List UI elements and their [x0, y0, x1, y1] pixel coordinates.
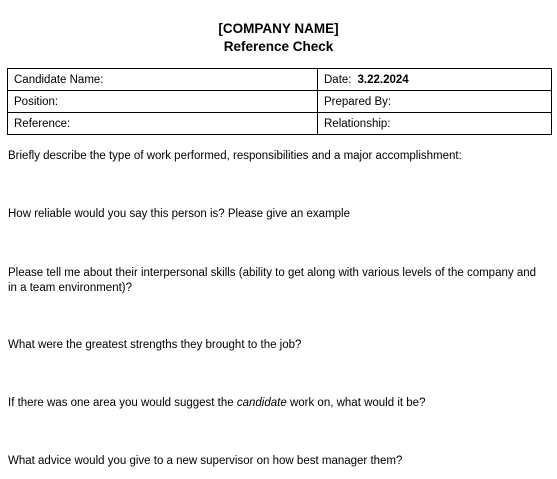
question-work-performed: Briefly describe the type of work performed, responsibilities and a major accomplishment:: [8, 150, 462, 162]
question-supervisor-advice: What advice would you give to a new supervisor on how best manager them?: [8, 455, 403, 467]
document-title: Reference Check: [223, 39, 334, 54]
relationship-label: Relationship:: [324, 117, 391, 130]
table-row: [8, 91, 552, 113]
question-improvement-text-end: work on, what would it be?: [286, 397, 426, 409]
relationship-cell[interactable]: [318, 113, 552, 135]
question-strengths: What were the greatest strengths they brought to the job?: [8, 339, 302, 351]
position-cell[interactable]: [8, 91, 318, 113]
table-row: [8, 113, 552, 135]
candidate-info-table: [7, 68, 552, 135]
prepared-by-label: Prepared By:: [324, 95, 392, 108]
reference-cell[interactable]: [8, 113, 318, 135]
question-reliability: How reliable would you say this person is? Please give an example: [8, 208, 350, 220]
date-label: Date:: [324, 73, 352, 86]
date-cell[interactable]: [318, 69, 552, 91]
table-row: [8, 69, 552, 91]
candidate-name-cell[interactable]: [8, 69, 318, 91]
position-label: Position:: [14, 95, 59, 108]
date-value: 3.22.2024: [357, 73, 409, 86]
candidate-name-label: Candidate Name:: [14, 73, 104, 86]
document-header: [0, 20, 557, 56]
company-name: [COMPANY NAME]: [218, 21, 339, 36]
question-improvement-text-start: If there was one area you would suggest the: [8, 397, 237, 409]
question-interpersonal-skills: Please tell me about their interpersonal skills (ability to get along with various levels of the company and in a team environment)?: [8, 267, 537, 294]
prepared-by-cell[interactable]: [318, 91, 552, 113]
question-improvement-emphasis: candidate: [236, 397, 287, 409]
reference-label: Reference:: [14, 117, 71, 130]
question-improvement-area: [8, 396, 548, 411]
